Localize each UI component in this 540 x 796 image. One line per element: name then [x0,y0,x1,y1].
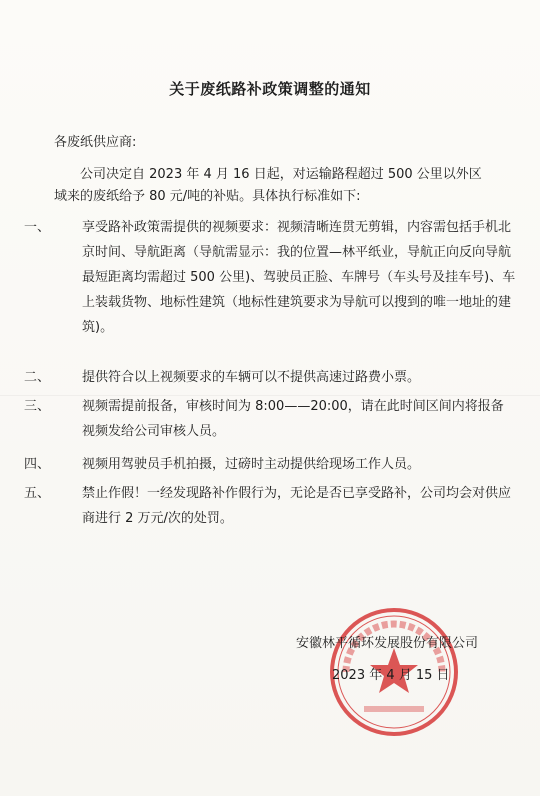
list-item [24,481,516,531]
item-number: 五、 [24,486,51,501]
item-number: 三、 [24,399,51,414]
list-item [24,215,516,340]
item-number: 一、 [24,220,51,235]
intro-paragraph: 公司决定自 2023 年 4 月 16 日起，对运输路程超过 500 公里以外区域来的废纸给予 80 元/吨的补贴。具体执行标准如下: [54,167,482,204]
item-text: 禁止作假！一经发现路补作假行为，无论是否已享受路补，公司均会对供应商进行 2 万元/次的处罚。 [82,486,512,526]
item-number: 二、 [24,370,51,385]
list-item [24,394,516,444]
item-number: 四、 [24,457,51,472]
company-name: 安徽林平循环发展股份有限公司 [296,636,479,651]
item-text: 提供符合以上视频要求的车辆可以不提供高速过路费小票。 [82,370,421,385]
salutation: 各废纸供应商: [54,135,137,150]
list-item [24,452,516,477]
list-item [24,365,516,390]
item-text: 视频用驾驶员手机拍摄，过磅时主动提供给现场工作人员。 [82,457,421,472]
item-text: 享受路补政策需提供的视频要求：视频清晰连贯无剪辑，内容需包括手机北京时间、导航距离（导航需显示：我的位置—林平纸业，导航正向反向导航最短距离均需超过 500 公里)、驾驶员正脸、车牌号（车头号及挂车号)、车上装载货物、地标性建筑（地标性建筑要求为导航可以搜到的唯一地址的建筑)。 [82,220,516,335]
issue-date: 2023 年 4 月 15 日 [332,668,450,683]
document-title: 关于废纸路补政策调整的通知 [169,80,371,98]
item-text: 视频需提前报备，审核时间为 8:00——20:00，请在此时间区间内将报备视频发给公司审核人员。 [82,399,504,439]
